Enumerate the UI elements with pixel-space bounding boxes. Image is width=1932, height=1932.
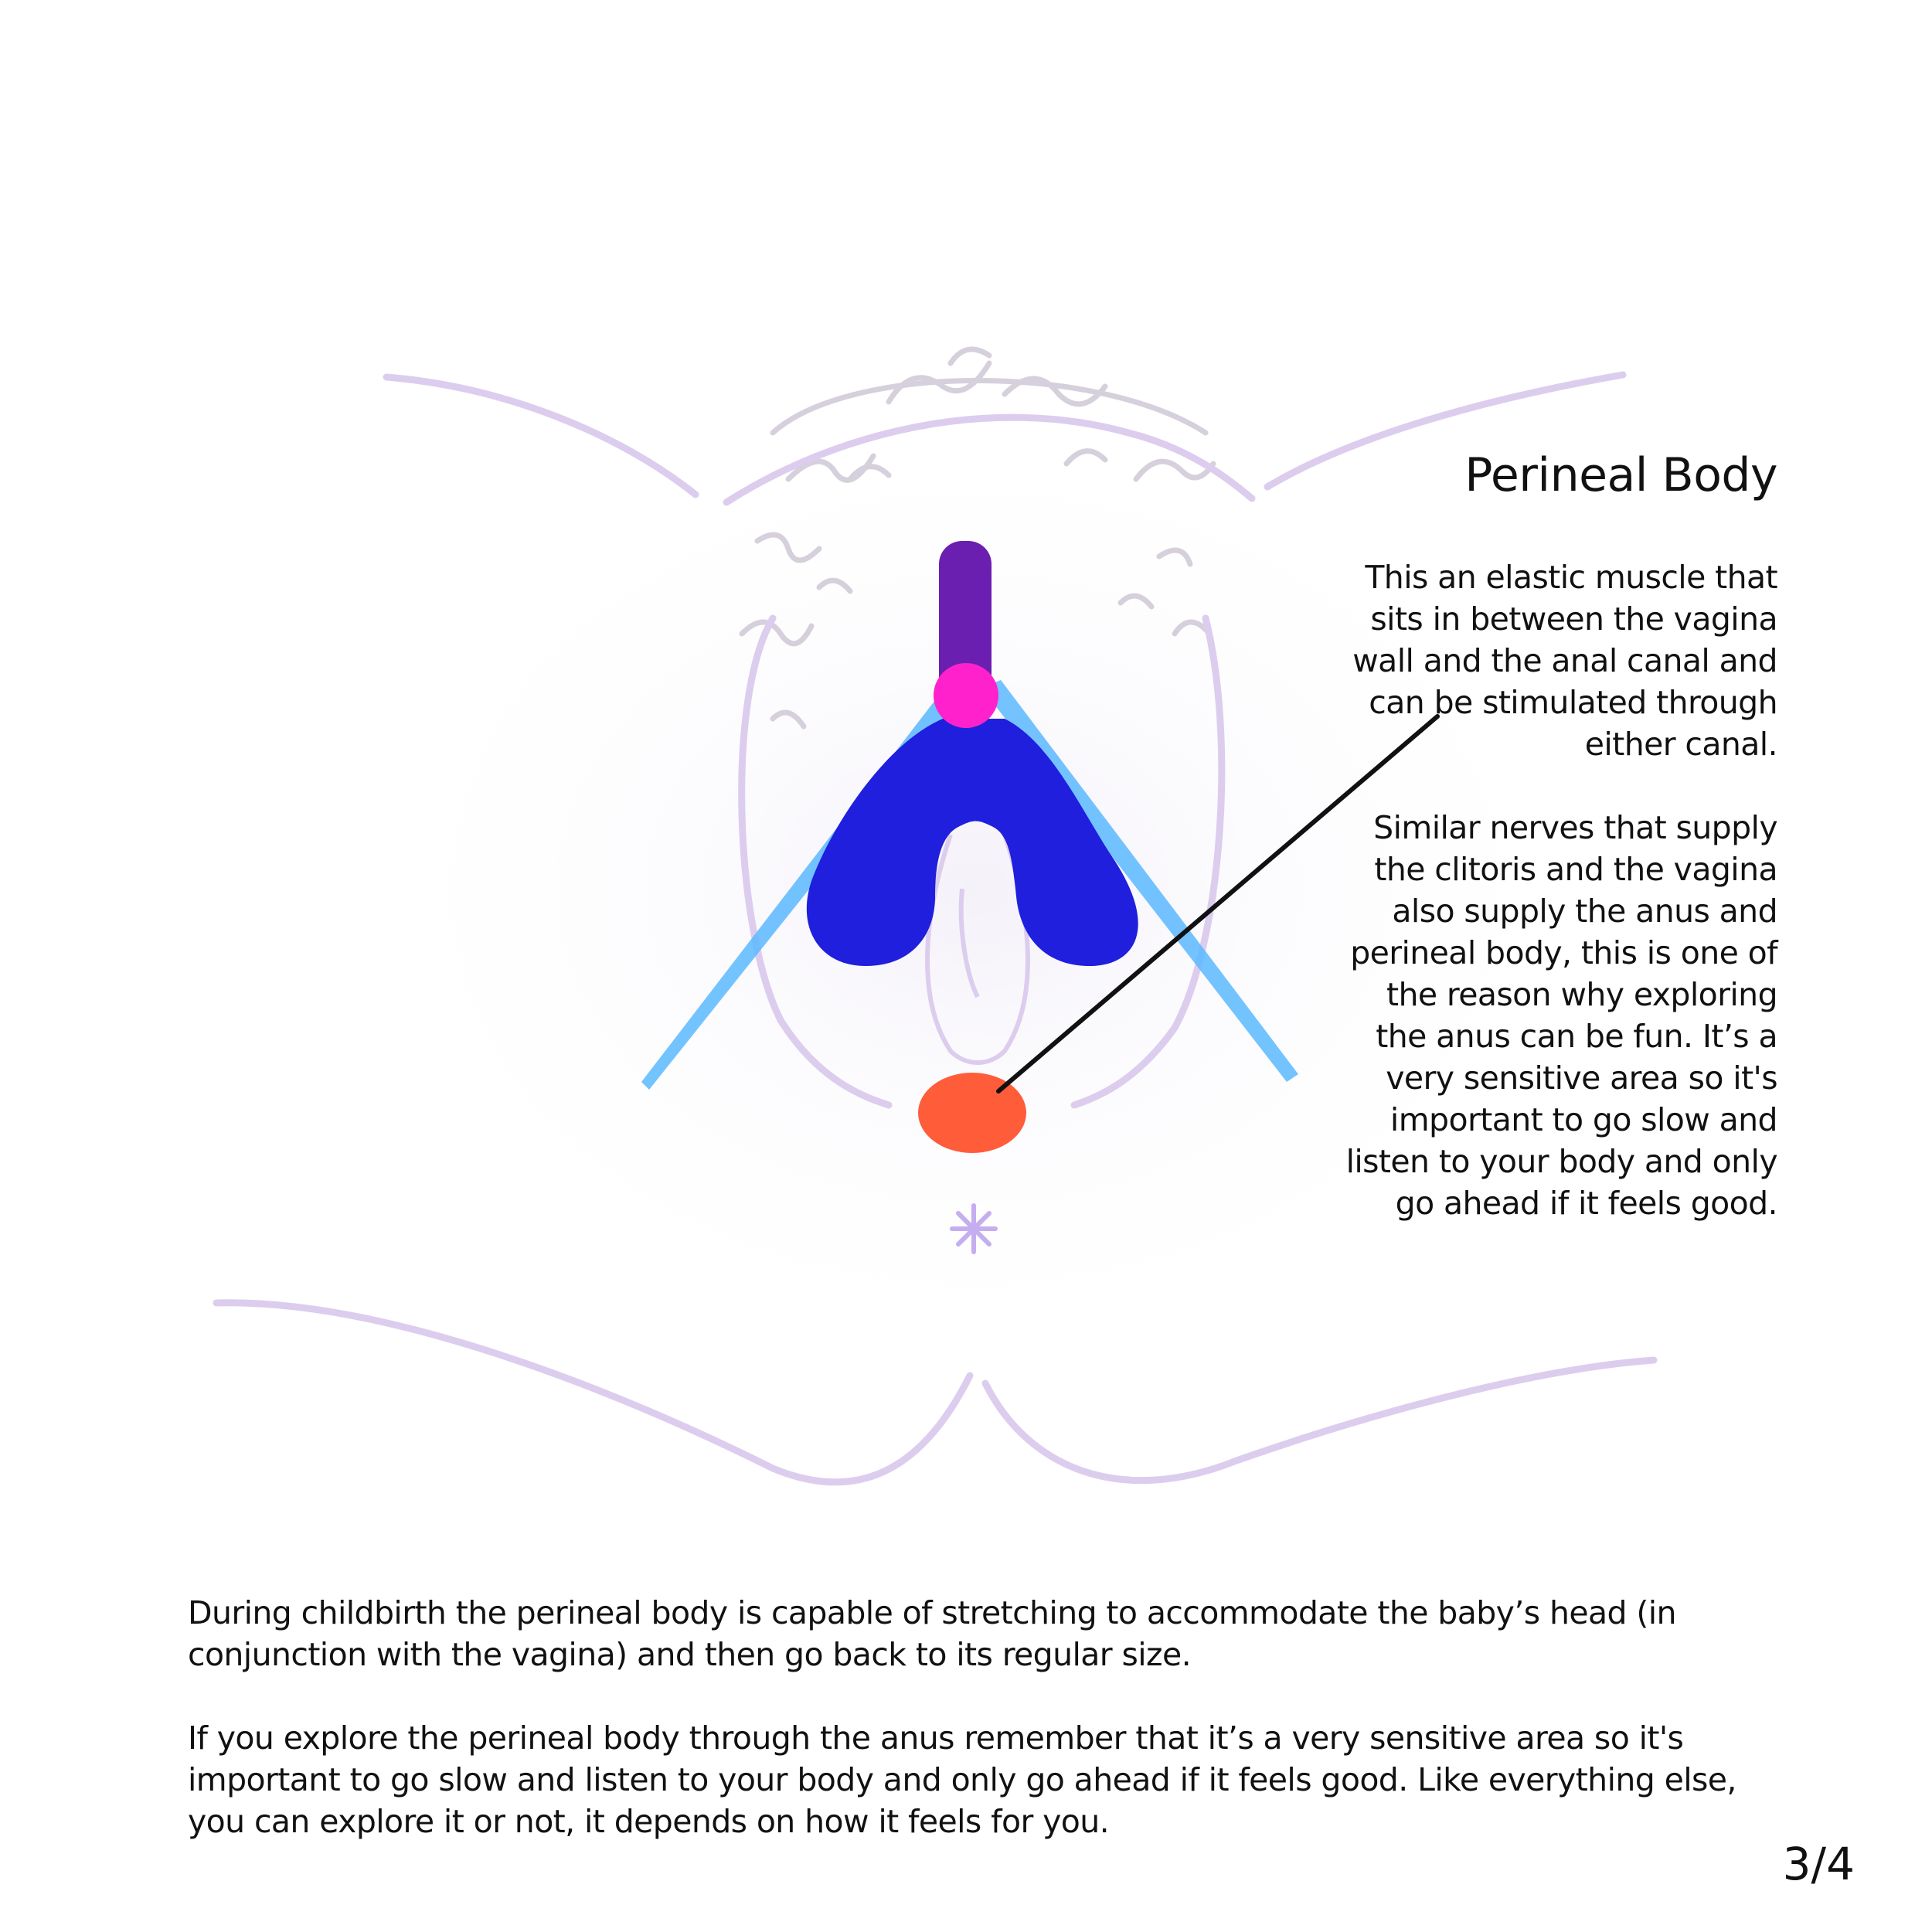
side-description <box>1345 556 1777 1266</box>
page-title: Perineal Body <box>1464 448 1777 502</box>
bottom-paragraph-2: If you explore the perineal body through the anus remember that it’s a very sensitive area so it's important to go slow and listen to your body and only go ahead if it feels good. Like everything else, you can explore it or not, it depends on how it feels for you. <box>188 1719 1736 1840</box>
perineal-body-marker <box>918 1073 1026 1153</box>
side-paragraph-1: This an elastic muscle that sits in between the vagina wall and the anal canal and can be stimulated through either canal. <box>1352 559 1777 763</box>
bottom-description <box>188 1592 1772 1884</box>
page-number: 3/4 <box>1782 1838 1855 1890</box>
anus-mark <box>952 1206 995 1252</box>
clitoral-glans <box>934 663 998 728</box>
side-paragraph-2: Similar nerves that supply the clitoris and the vagina also supply the anus and perineal body, this is one of the reason why exploring the anus can be fun. It’s a very sensitive area so it's important to go slow and listen to your body and only go ahead if it feels good. <box>1345 809 1777 1222</box>
bottom-paragraph-1: During childbirth the perineal body is capable of stretching to accommodate the baby’s head (in conjunction with the vagina) and then go back to its regular size. <box>188 1594 1676 1673</box>
